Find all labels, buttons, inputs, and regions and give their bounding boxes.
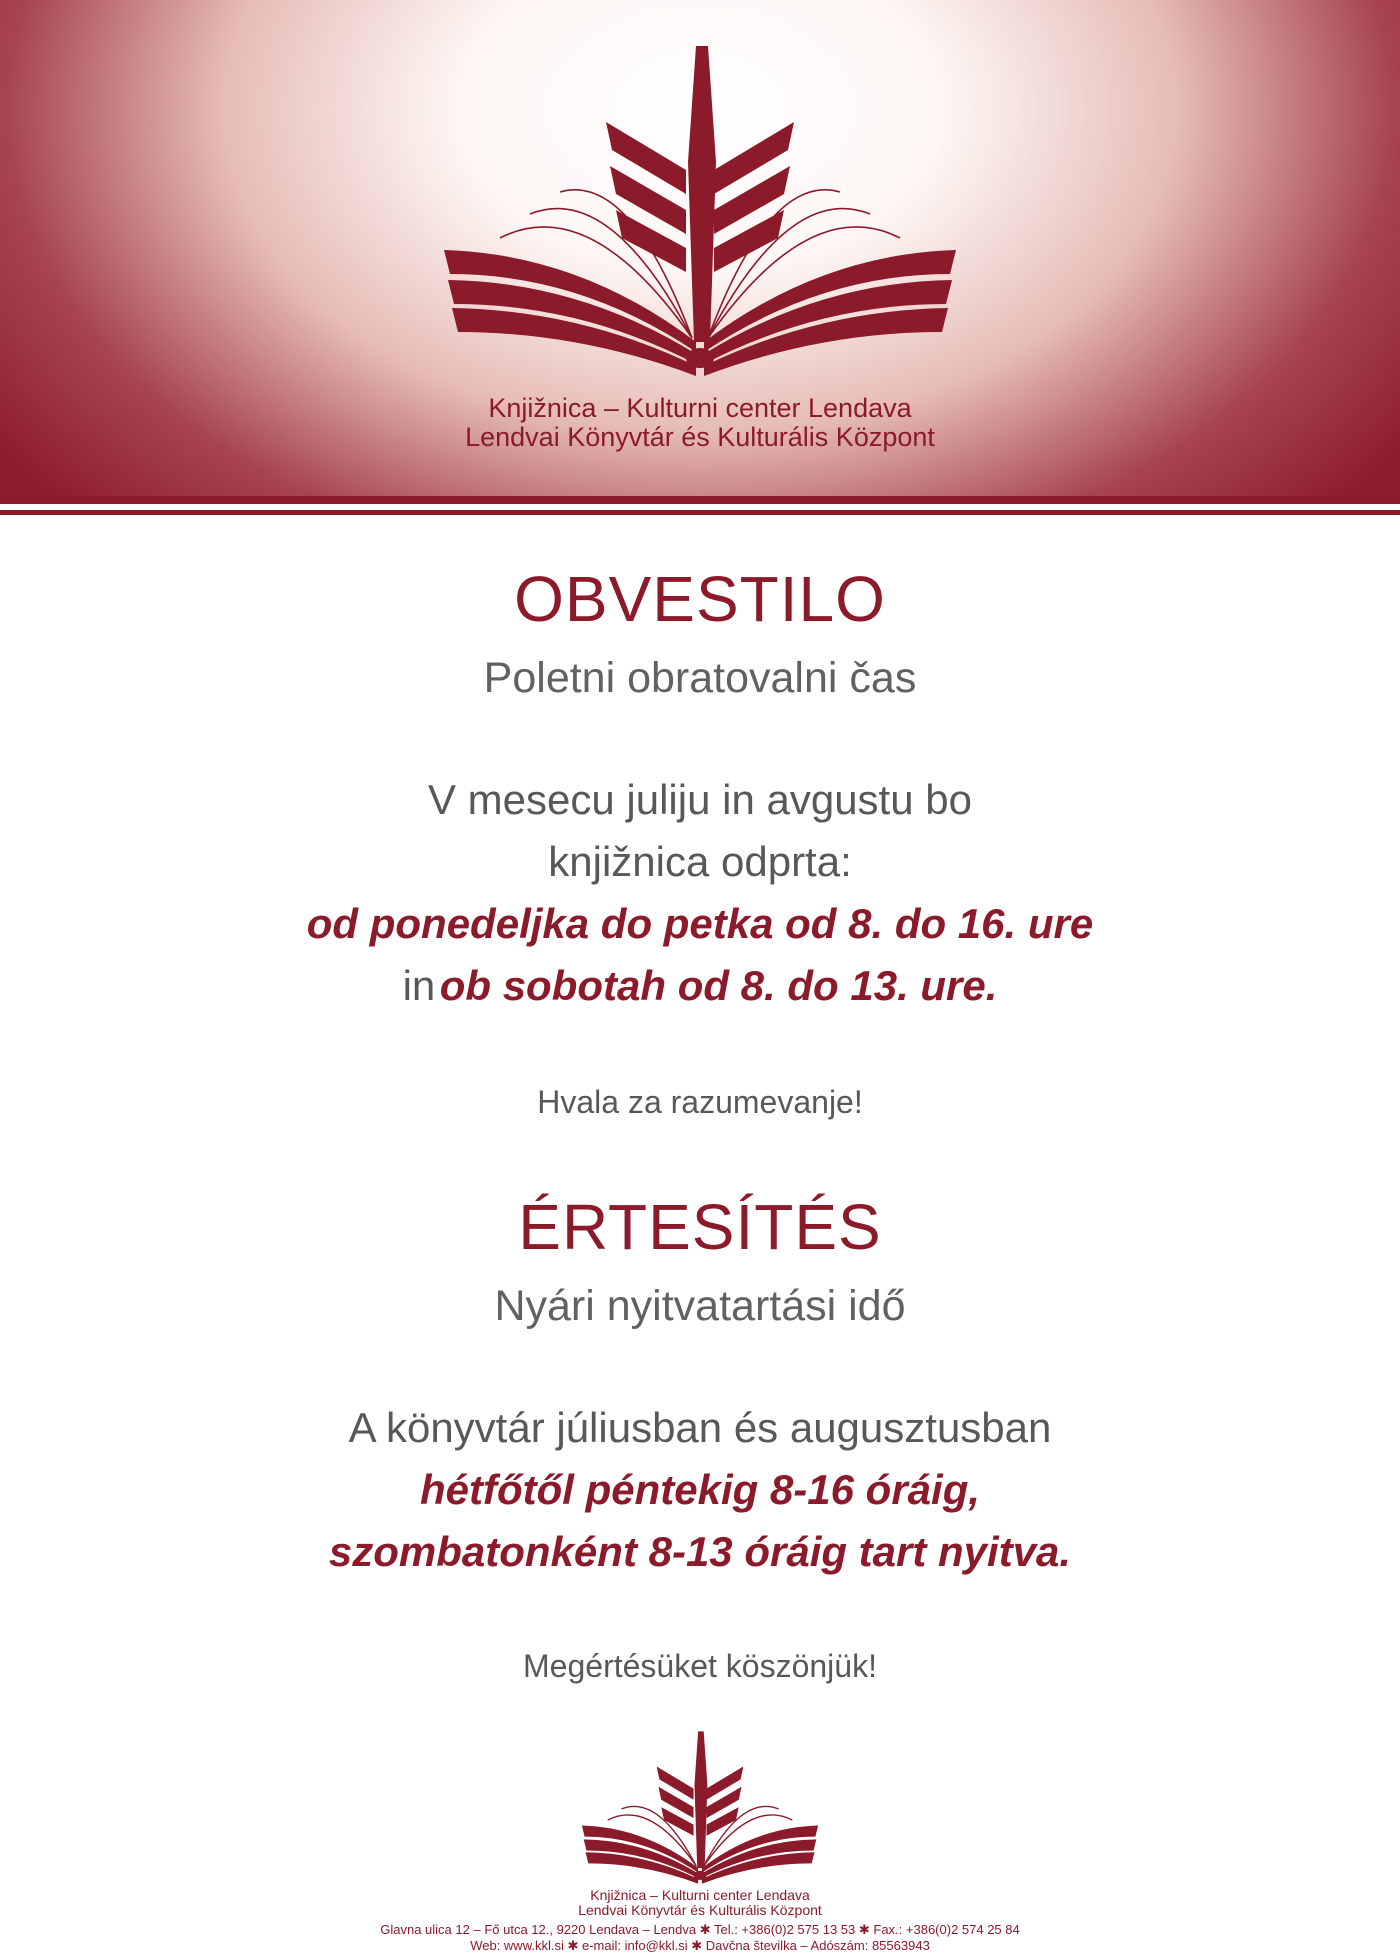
notice-line1-hu: A könyvtár júliusban és augusztusban xyxy=(348,1404,1052,1451)
thanks-hu: Megértésüket köszönjük! xyxy=(523,1648,877,1684)
thanks-sl: Hvala za razumevanje! xyxy=(537,1084,863,1120)
org-name-slovene: Knjižnica – Kulturni center Lendava xyxy=(488,393,912,423)
footer-contact: Web: www.kkl.si ✱ e-mail: info@kkl.si ✱ Davčna številka – Adószám: 85563943 xyxy=(470,1938,930,1953)
notice-subheading-hu: Nyári nyitvatartási idő xyxy=(494,1282,906,1330)
header-divider xyxy=(0,496,1400,504)
notice-heading-hu: ÉRTESÍTÉS xyxy=(518,1191,882,1263)
hours-weekdays-sl: od ponedeljka do petka od 8. do 16. ure xyxy=(306,900,1094,947)
org-name-hungarian: Lendvai Könyvtár és Kulturális Központ xyxy=(465,422,935,452)
footer-org-name-slovene: Knjižnica – Kulturni center Lendava xyxy=(590,1887,810,1903)
header-divider-thin xyxy=(0,510,1400,515)
footer-org-name-hungarian: Lendvai Könyvtár és Kulturális Központ xyxy=(578,1902,822,1918)
connector-in: in xyxy=(402,962,436,1009)
library-logo-small xyxy=(580,1728,820,1888)
notice-heading-sl: OBVESTILO xyxy=(514,563,886,635)
notice-subheading-sl: Poletni obratovalni čas xyxy=(483,654,917,702)
hours-saturday-hu: szombatonként 8-13 óráig tart nyitva. xyxy=(328,1528,1072,1575)
library-logo xyxy=(440,42,960,382)
hours-saturday-sl: ob sobotah od 8. do 13. ure. xyxy=(439,962,998,1009)
hours-saturday-line-sl xyxy=(0,962,1400,1010)
notice-line2-sl: knjižnica odprta: xyxy=(548,838,852,885)
footer-address: Glavna ulica 12 – Fő utca 12., 9220 Lendava – Lendva ✱ Tel.: +386(0)2 575 13 53 ✱ Fax.: +386(0)2 574 25 84 xyxy=(380,1922,1020,1937)
hours-weekdays-hu: hétfőtől péntekig 8-16 óráig, xyxy=(419,1466,981,1513)
notice-line1-sl: V mesecu juliju in avgustu bo xyxy=(428,776,972,823)
